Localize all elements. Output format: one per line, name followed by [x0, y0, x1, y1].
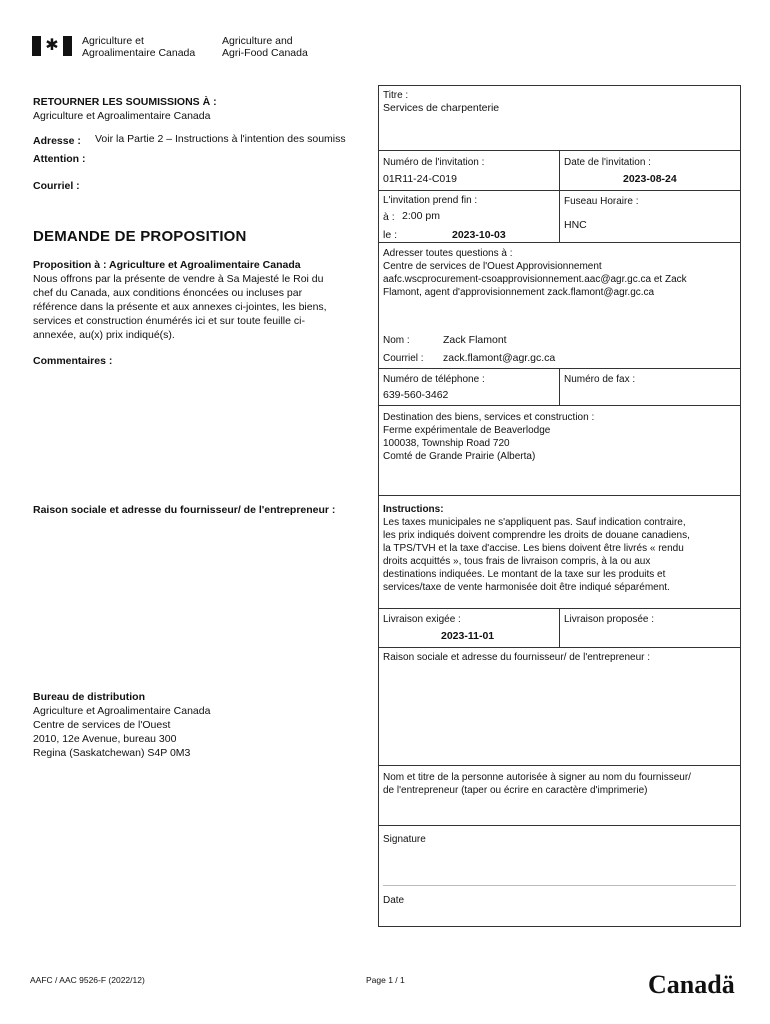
proposal-body: Nous offrons par la présente de vendre à Sa Majesté le Roi du chef du Canada, aux conditions énoncées ou incluses par référence dans la présente et aux annexes ci-jointes, les biens, services et construction énumérés ici et sur toute feuille ci- annexée, au(x) prix indiqué(s). [33, 273, 327, 341]
return-org: Agriculture et Agroalimentaire Canada [33, 110, 211, 122]
instructions-label: Instructions: [383, 504, 444, 515]
signature-label: Signature [383, 834, 426, 845]
questions-contact: Centre de services de l'Ouest Approvisionnement aafc.wscprocurement-csoapprovisionnement.aac@agr.gc.ca et Zack Flamont, agent d'approvisionnement zack.flamont@agr.gc.ca [383, 261, 687, 298]
rfp-title: DEMANDE DE PROPOSITION [33, 228, 247, 245]
distribution-title: Bureau de distribution [33, 691, 146, 703]
delivery-required-label: Livraison exigée : [383, 614, 461, 625]
fax-label: Numéro de fax : [564, 374, 636, 385]
delivery-required-value: 2023-11-01 [441, 630, 495, 642]
invitation-date-value: 2023-08-24 [623, 173, 677, 185]
delivery-proposed-label: Livraison proposée : [564, 614, 655, 625]
dept-name-en: Agriculture and Agri-Food Canada [222, 35, 308, 59]
form-code: AAFC / AAC 9526-F (2022/12) [30, 975, 145, 985]
email-label: Courriel : [33, 180, 80, 192]
page-number: Page 1 / 1 [366, 975, 405, 985]
maple-leaf-icon: ✱ [45, 37, 59, 54]
signer-label: Nom et titre de la personne autorisée à signer au nom du fournisseur/ de l'entrepreneur (taper ou écrire en caractère d'imprimerie) [383, 772, 691, 796]
canada-wordmark: Canadä [648, 970, 735, 999]
title-label: Titre : [383, 90, 409, 101]
dept-name-fr: Agriculture et Agroalimentaire Canada [82, 35, 196, 59]
destination-label: Destination des biens, services et construction : [383, 412, 595, 423]
address-label: Adresse : [33, 135, 81, 147]
proposal-to: Proposition à : Agriculture et Agroalimentaire Canada [33, 259, 301, 271]
invitation-date-label: Date de l'invitation : [564, 157, 651, 168]
timezone-value: HNC [564, 219, 587, 231]
questions-label: Adresser toutes questions à : [383, 248, 513, 259]
name-value: Zack Flamont [443, 334, 507, 346]
address-value: Voir la Partie 2 – Instructions à l'intention des soumiss [95, 133, 346, 145]
return-title: RETOURNER LES SOUMISSIONS À : [33, 96, 217, 108]
closes-label: L'invitation prend fin : [383, 195, 478, 206]
date-label: Date [383, 895, 405, 906]
supplier-label-right: Raison sociale et adresse du fournisseur/ de l'entrepreneur : [383, 652, 651, 663]
contact-email-value: zack.flamont@agr.gc.ca [443, 352, 556, 364]
phone-label: Numéro de téléphone : [383, 374, 485, 385]
distribution-address: Agriculture et Agroalimentaire Canada Centre de services de l'Ouest 2010, 12e Avenue, bureau 300 Regina (Saskatchewan) S4P 0M3 [33, 705, 211, 759]
instructions-text: Les taxes municipales ne s'appliquent pas. Sauf indication contraire, les prix indiqués doivent comprendre les droits de douane canadiens, la TPS/TVH et la taxe d'accise. Les biens doivent être livrés « rendu droits acquittés », tous frais de livraison compris, à la ou aux destinations indiquées. Le montant de la taxe sur les produits et services/taxe de vente harmonisée doit être indiqué séparément. [383, 517, 690, 593]
title-value: Services de charpenterie [383, 102, 500, 114]
comments-label: Commentaires : [33, 355, 113, 367]
invitation-number-label: Numéro de l'invitation : [383, 157, 485, 168]
at-label: à : [383, 211, 395, 223]
closing-time-value: 2:00 pm [402, 210, 440, 222]
name-label: Nom : [383, 335, 410, 346]
invitation-number-value: 01R11-24-C019 [383, 173, 457, 185]
supplier-label-left: Raison sociale et adresse du fournisseur/ de l'entrepreneur : [33, 504, 336, 516]
closing-date-value: 2023-10-03 [452, 229, 506, 241]
destination-address: Ferme expérimentale de Beaverlodge 100038, Township Road 720 Comté de Grande Prairie (Alberta) [383, 425, 551, 462]
phone-value: 639-560-3462 [383, 389, 449, 401]
attention-label: Attention : [33, 153, 86, 165]
on-label: le : [383, 229, 398, 241]
canada-flag-logo [32, 36, 72, 56]
contact-email-label: Courriel : [383, 353, 424, 364]
timezone-label: Fuseau Horaire : [564, 196, 639, 207]
